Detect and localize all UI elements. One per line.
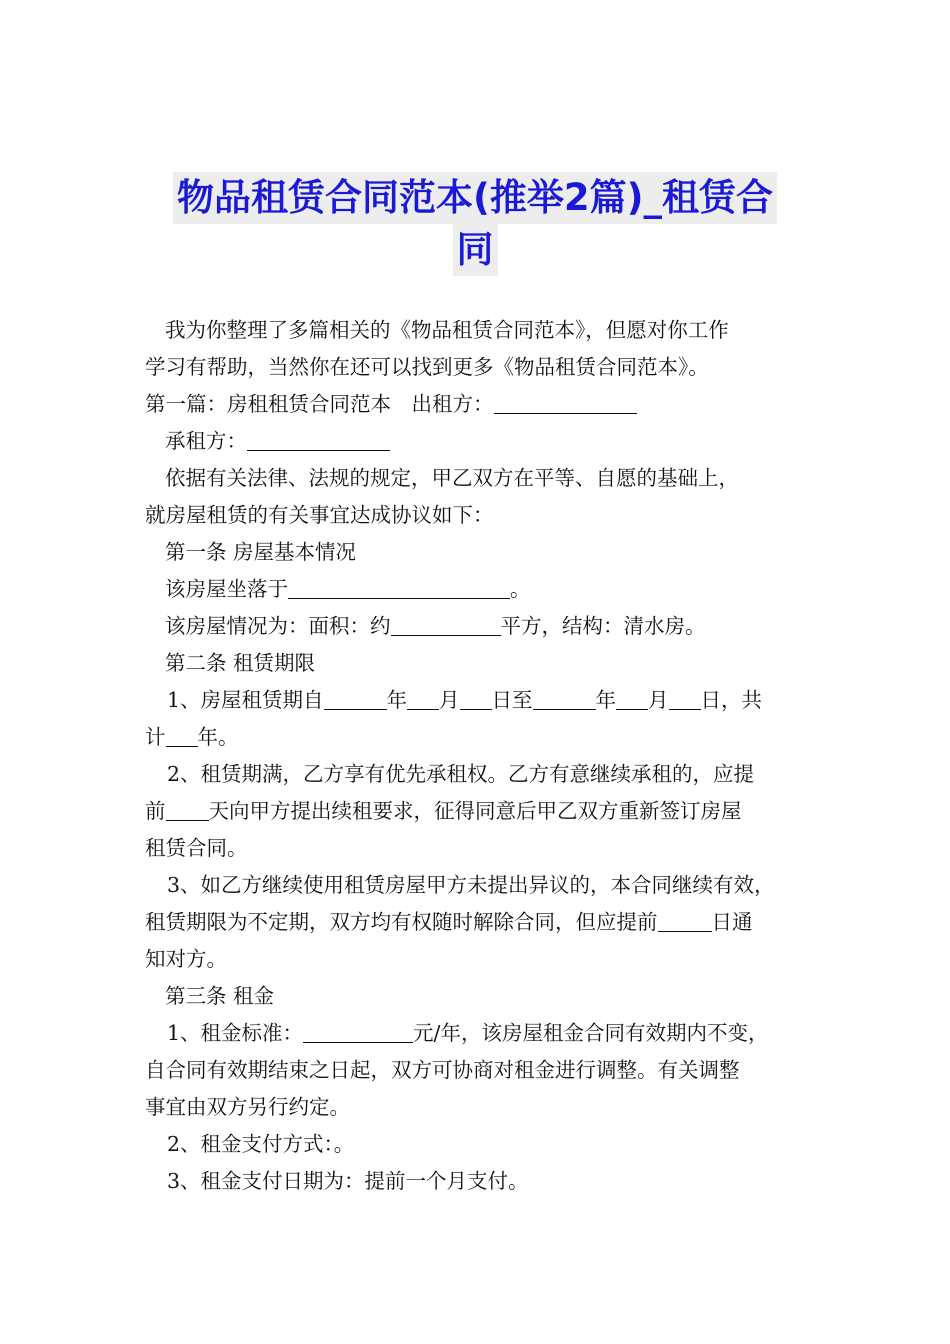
rent-standard-line-3: 事宜由双方另行约定。 [145, 1095, 350, 1119]
total-suffix: 年。 [197, 725, 239, 749]
condition-prefix: 该房屋情况为：面积：约 [165, 614, 391, 638]
renewal-line-1: 2、租赁期满，乙方享有优先承租权。乙方有意继续承租的，应提 [167, 762, 755, 786]
rent-standard-suffix: 元/年，该房屋租金合同有效期内不变， [413, 1021, 769, 1045]
payment-date-line: 3、租金支付日期为：提前一个月支付。 [167, 1169, 529, 1193]
term-prefix: 1、房屋租赁期自 [167, 688, 324, 712]
renewal-line-3: 租赁合同。 [145, 836, 248, 860]
article-2-heading: 第二条 租赁期限 [165, 651, 316, 675]
tenant-label: 承租方： [165, 429, 247, 453]
rent-standard-line-2: 自合同有效期结束之日起，双方可协商对租金进行调整。有关调整 [145, 1058, 740, 1082]
year-text: 年 [595, 688, 617, 712]
document-title [150, 172, 800, 276]
basis-line-1: 依据有关法律、法规的规定，甲乙双方在平等、自愿的基础上， [165, 466, 739, 490]
tenant-line [145, 423, 825, 460]
term-line-2 [145, 719, 825, 756]
month-text: 月 [648, 688, 669, 712]
month-text: 月 [439, 688, 460, 712]
basis-line-2: 就房屋租赁的有关事宜达成协议如下： [145, 503, 494, 527]
area-blank [391, 613, 501, 636]
day-to-text: 日至 [491, 688, 533, 712]
article-3-heading: 第三条 租金 [165, 984, 275, 1008]
rent-amount-blank [303, 1020, 413, 1043]
intro-line-2: 学习有帮助，当然你在还可以找到更多《物品租赁合同范本》。 [145, 355, 709, 379]
renewal-line-2 [145, 793, 825, 830]
start-month-blank [407, 687, 439, 710]
condition-line [145, 608, 825, 645]
landlord-blank [494, 391, 637, 414]
tenant-blank [247, 428, 390, 451]
title-line-2: 同 [453, 224, 498, 276]
renewal-days-blank [166, 798, 209, 821]
day-text: 日，共 [700, 688, 763, 712]
end-year-blank [533, 687, 596, 710]
location-suffix: 。 [510, 577, 531, 601]
rent-standard-prefix: 1、租金标准： [167, 1021, 304, 1045]
continue-line-1: 3、如乙方继续使用租赁房屋甲方未提出异议的，本合同继续有效， [167, 873, 775, 897]
start-year-blank [324, 687, 387, 710]
year-text: 年 [386, 688, 408, 712]
payment-method-line: 2、租金支付方式：。 [167, 1132, 355, 1156]
document-body [145, 312, 825, 1200]
end-day-blank [669, 687, 701, 710]
renewal-suffix: 天向甲方提出续租要求，征得同意后甲乙双方重新签订房屋 [208, 799, 742, 823]
chapter-1-heading [145, 386, 825, 423]
chapter-1-heading-text: 第一篇：房租租赁合同范本 出租方： [145, 392, 494, 416]
term-line-1 [145, 682, 825, 719]
continue-suffix: 日通 [711, 910, 753, 934]
title-line-1: 物品租赁合同范本(推举2篇)_租赁合 [173, 172, 777, 224]
article-1-heading: 第一条 房屋基本情况 [165, 540, 357, 564]
start-day-blank [460, 687, 492, 710]
renewal-prefix: 前 [145, 799, 166, 823]
continue-line-3: 知对方。 [145, 947, 227, 971]
continue-line-2 [145, 904, 825, 941]
condition-suffix: 平方，结构：清水房。 [500, 614, 706, 638]
location-line [145, 571, 825, 608]
intro-line-1: 我为你整理了多篇相关的《物品租赁合同范本》，但愿对你工作 [165, 318, 729, 342]
total-prefix: 计 [145, 725, 166, 749]
continue-prefix: 租赁期限为不定期，双方均有权随时解除合同，但应提前 [145, 910, 658, 934]
notice-days-blank [658, 909, 712, 932]
end-month-blank [616, 687, 648, 710]
location-blank [288, 576, 510, 599]
rent-standard-line-1 [145, 1015, 825, 1052]
location-prefix: 该房屋坐落于 [165, 577, 288, 601]
total-years-blank [166, 724, 198, 747]
